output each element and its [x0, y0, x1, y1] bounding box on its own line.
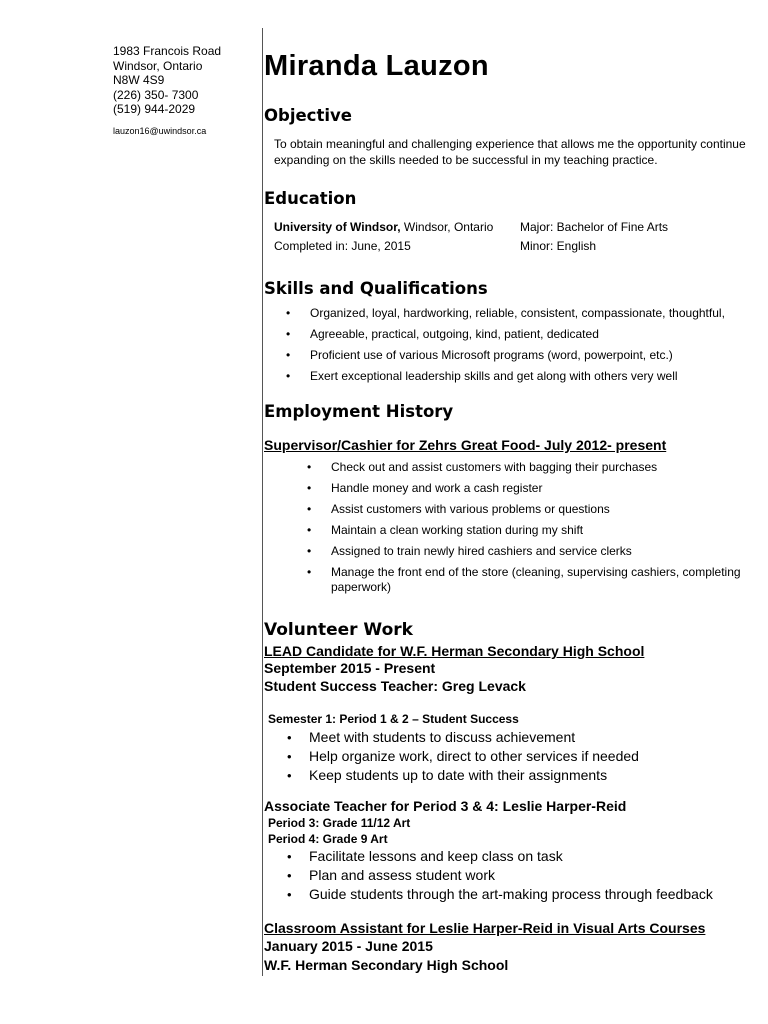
school-name: University of Windsor,: [274, 220, 401, 234]
period-3: Period 3: Grade 11/12 Art: [268, 816, 411, 830]
list-item: • Maintain a clean working station during my shift: [331, 523, 751, 538]
contact-block: [113, 44, 221, 138]
associate-list: [309, 847, 749, 904]
list-item: • Keep students up to date with their assignments: [309, 766, 749, 785]
list-item: • Handle money and work a cash register: [331, 481, 751, 496]
contact-phone-2: (519) 944-2029: [113, 102, 196, 116]
objective-text: [274, 137, 746, 168]
skills-list: [310, 306, 750, 384]
education-minor: Minor: English: [520, 239, 597, 253]
list-item: • Assigned to train newly hired cashiers and service clerks: [331, 544, 751, 559]
semester-list: [309, 728, 749, 785]
list-item: • Plan and assess student work: [309, 866, 749, 885]
education-row-2: [274, 239, 744, 253]
list-item: • Facilitate lessons and keep class on task: [309, 847, 749, 866]
list-item: • Assist customers with various problems or questions: [331, 502, 751, 517]
list-item: • Meet with students to discuss achievement: [309, 728, 749, 747]
education-row-1: [274, 220, 744, 234]
classroom-title: Classroom Assistant for Leslie Harper-Reid in Visual Arts Courses: [264, 920, 706, 936]
contact-city: Windsor, Ontario: [113, 58, 203, 73]
education-completed: Completed in: June, 2015: [274, 239, 411, 253]
classroom-dates: January 2015 - June 2015: [264, 938, 433, 954]
education-heading: Education: [264, 189, 357, 208]
contact-phone-1: (226) 350- 7300: [113, 87, 199, 102]
lead-title: LEAD Candidate for W.F. Herman Secondary High School: [264, 643, 645, 659]
volunteer-heading: Volunteer Work: [264, 620, 413, 640]
skills-heading: Skills and Qualifications: [264, 279, 488, 298]
list-item: • Check out and assist customers with bagging their purchases: [331, 460, 751, 475]
contact-address: 1983 Francois Road: [113, 44, 222, 58]
vertical-rule: [262, 28, 263, 976]
employment-list: [331, 460, 751, 595]
education-major: Major: Bachelor of Fine Arts: [520, 220, 669, 234]
school-location: Windsor, Ontario: [400, 220, 494, 234]
list-item: • Organized, loyal, hardworking, reliable, consistent, compassionate, thoughtful,: [310, 306, 750, 321]
list-item: • Manage the front end of the store (cleaning, supervising cashiers, completing paperwork): [331, 565, 751, 595]
list-item: • Agreeable, practical, outgoing, kind, patient, dedicated: [310, 327, 750, 342]
applicant-name: Miranda Lauzon: [264, 50, 489, 82]
job-title: Supervisor/Cashier for Zehrs Great Food- July 2012- present: [264, 437, 667, 453]
objective-line: To obtain meaningful and challenging experience that allows me the opportunity continue: [274, 137, 746, 151]
associate-title: Associate Teacher for Period 3 & 4: Leslie Harper-Reid: [264, 798, 627, 814]
lead-teacher: Student Success Teacher: Greg Levack: [264, 678, 526, 694]
classroom-school: W.F. Herman Secondary High School: [264, 957, 509, 973]
list-item: • Help organize work, direct to other services if needed: [309, 747, 749, 766]
list-item: • Guide students through the art-making process through feedback: [309, 885, 749, 904]
list-item: • Exert exceptional leadership skills and get along with others very well: [310, 369, 750, 384]
contact-postal: N8W 4S9: [113, 73, 165, 87]
list-item: • Proficient use of various Microsoft programs (word, powerpoint, etc.): [310, 348, 750, 363]
semester-label: Semester 1: Period 1 & 2 – Student Success: [268, 712, 519, 726]
period-4: Period 4: Grade 9 Art: [268, 832, 388, 846]
lead-dates: September 2015 - Present: [264, 660, 436, 676]
objective-line: expanding on the skills needed to be successful in my teaching practice.: [274, 152, 658, 167]
contact-email: lauzon16@uwindsor.ca: [113, 125, 207, 136]
employment-heading: Employment History: [264, 402, 454, 421]
objective-heading: Objective: [264, 106, 352, 125]
